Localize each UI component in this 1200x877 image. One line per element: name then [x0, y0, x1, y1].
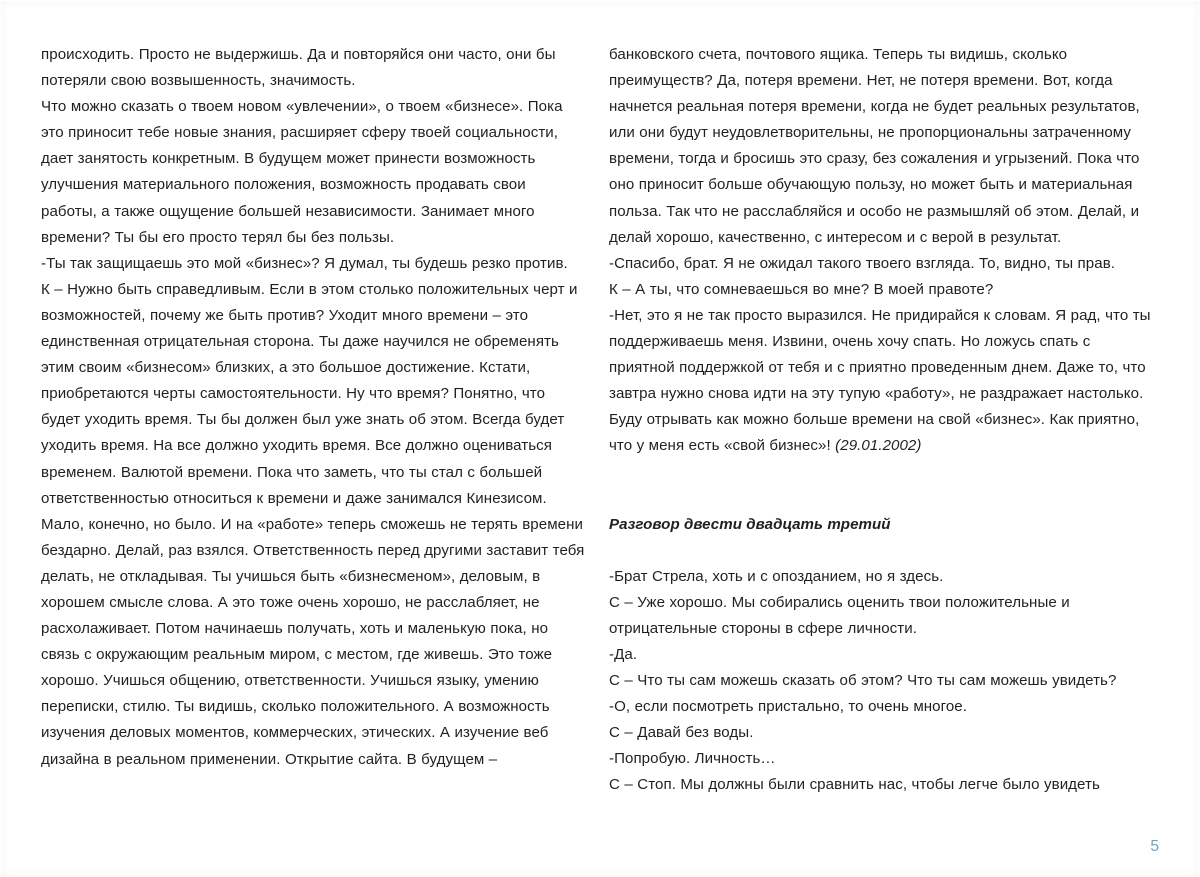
page-number: 5	[1150, 838, 1159, 855]
paragraph: банковского счета, почтового ящика. Теперь ты видишь, сколько преимуществ? Да, потеря времени. Нет, не потеря времени. Вот, когда начнется реальная потеря времени, когда не будет реальных результатов, или они будут неудовлетворительны, не пропорциональны затраченному времени, тогда и бросишь это сразу, без сожаления и угрызений. Пока что оно приносит больше обучающую пользу, но может быть и материальная польза. Так что не расслабляйся и особо не размышляй об этом. Делай, и делай хорошо, качественно, с интересом и с верой в результат.	[609, 46, 1140, 246]
paragraph: -Ты так защищаешь это мой «бизнес»? Я думал, ты будешь резко против.	[41, 254, 568, 272]
right-column	[609, 42, 1154, 798]
paragraph-text: -Нет, это я не так просто выразился. Не придирайся к словам. Я рад, что ты поддерживаешь меня. Извини, очень хочу спать. Но ложусь спать с приятной поддержкой от тебя и с приятно проведенным днем. Даже то, что завтра нужно снова идти на эту тупую «работу», не раздражает настолько. Буду отрывать как можно больше времени на свой «бизнес». Как приятно, что у меня есть «свой бизнес»!	[609, 306, 1151, 455]
section-spacer	[609, 460, 1154, 512]
paragraph: происходить. Просто не выдержишь. Да и повторяйся они часто, они бы потеряли свою возвышенность, значимость.	[41, 46, 556, 90]
paragraph: К – А ты, что сомневаешься во мне? В моей правоте?	[609, 280, 994, 298]
paragraph: С – Давай без воды.	[609, 724, 754, 742]
heading-spacer	[609, 538, 1154, 564]
left-column	[41, 42, 586, 773]
paragraph: К – Нужно быть справедливым. Если в этом столько положительных черт и возможностей, почему же быть против? Уходит много времени – это единственная отрицательная сторона. Ты даже научился не обременять этим своим «бизнесом» близких, а это большое достижение. Кстати, приобретаются черты самостоятельности. Ну что время? Понятно, что будет уходить время. Ты бы должен был уже знать об этом. Всегда будет уходить время. На все должно уходить время. Все должно оцениваться временем. Валютой времени. Пока что заметь, что ты стал с большей ответственностью относиться к времени и даже занимался Кинезисом. Мало, конечно, но было. И на «работе» теперь сможешь не терять времени бездарно. Делай, раз взялся. Ответственность перед другими заставит тебя делать, не откладывая. Ты учишься быть «бизнесменом», деловым, в хорошем смысле слова. А это тоже очень хорошо, не расслабляет, не расхолаживает. Потом начинаешь получать, хоть и маленькую пока, но связь с окружающим реальным миром, с местом, где живешь. Это тоже хорошо. Учишься общению, ответственности. Учишься языку, умению переписки, стилю. Ты видишь, сколько положительного. А возможность изучения деловых моментов, коммерческих, этических. А изучение веб дизайна в реальном применении. Открытие сайта. В будущем –	[41, 280, 585, 768]
paragraph: С – Стоп. Мы должны были сравнить нас, чтобы легче было увидеть	[609, 776, 1100, 794]
paragraph-with-date	[609, 303, 1154, 460]
paragraph: -О, если посмотреть пристально, то очень многое.	[609, 698, 968, 716]
paragraph: Что можно сказать о твоем новом «увлечении», о твоем «бизнесе». Пока это приносит тебе новые знания, расширяет сферу твоей социальности, дает занятость конкретным. В будущем может принести возможность улучшения материального положения, возможность продавать свои работы, а также ощущение большей независимости. Занимает много времени? Ты бы его просто терял бы без пользы.	[41, 98, 563, 246]
paragraph: С – Что ты сам можешь сказать об этом? Что ты сам можешь увидеть?	[609, 671, 1117, 689]
entry-date: (29.01.2002)	[835, 437, 922, 455]
paragraph: -Попробую. Личность…	[609, 750, 776, 768]
section-heading: Разговор двести двадцать третий	[609, 515, 891, 533]
paragraph: -Спасибо, брат. Я не ожидал такого твоего взгляда. То, видно, ты прав.	[609, 254, 1116, 272]
paragraph: -Да.	[609, 645, 638, 663]
paragraph: -Брат Стрела, хоть и с опозданием, но я здесь.	[609, 567, 944, 585]
paragraph: С – Уже хорошо. Мы собирались оценить твои положительные и отрицательные стороны в сфере личности.	[609, 593, 1070, 637]
